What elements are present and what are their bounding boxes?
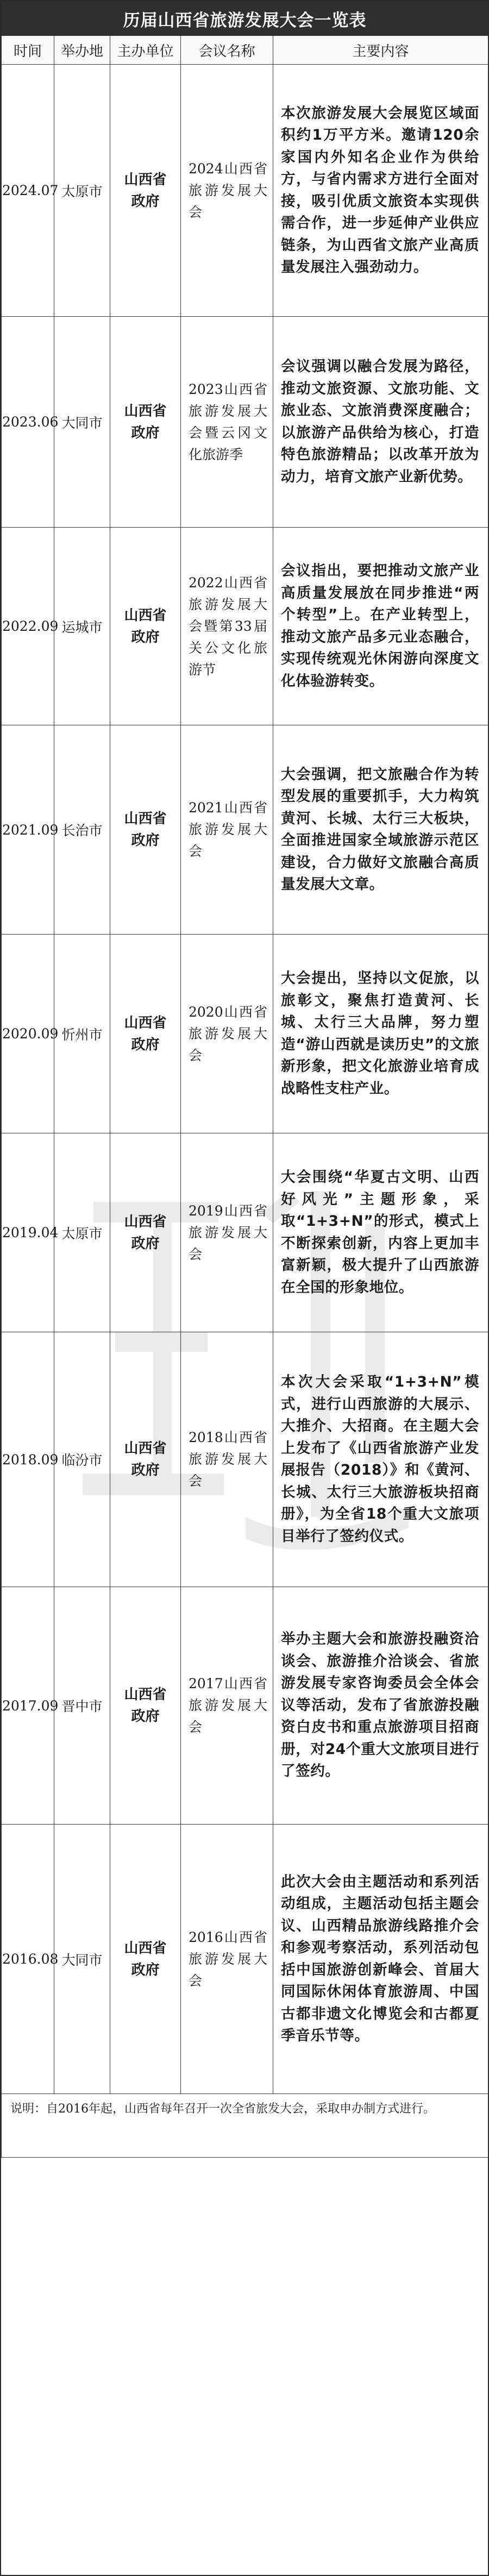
cell-organizer: 山西省政府	[110, 528, 181, 725]
cell-organizer: 山西省政府	[110, 65, 181, 317]
cell-content: 本次大会采取“1+3+N”模式，进行山西旅游的大展示、大推介、大招商。在主题大会上发布了《山西省旅游产业发展报告（2018）》和《黄河、长城、太行三大旅游板块招商册》，为全省18个重大文旅项目举行了签约仪式。	[273, 1332, 488, 1587]
table-note-row	[2, 2094, 488, 2158]
table-row	[2, 1332, 488, 1587]
table-row	[2, 1825, 488, 2094]
cell-time: 2019.04	[2, 1133, 54, 1332]
cell-host-city: 太原市	[54, 1133, 110, 1332]
table-row	[2, 935, 488, 1133]
table-row	[2, 65, 488, 317]
table-header-row	[2, 36, 488, 65]
column-header-organizer: 主办单位	[110, 36, 181, 65]
cell-organizer: 山西省政府	[110, 1133, 181, 1332]
cell-conference: 2024山西省旅游发展大会	[181, 65, 273, 317]
column-header-conference: 会议名称	[181, 36, 273, 65]
cell-time: 2020.09	[2, 935, 54, 1133]
cell-host-city: 运城市	[54, 528, 110, 725]
cell-host-city: 大同市	[54, 1825, 110, 2094]
cell-content: 大会强调，把文旅融合作为转型发展的重要抓手，大力构筑黄河、长城、太行三大板块，全面推进国家全域旅游示范区建设，合力做好文旅融合高质量发展大文章。	[273, 725, 488, 935]
cell-host-city: 晋中市	[54, 1587, 110, 1825]
cell-time: 2017.09	[2, 1587, 54, 1825]
cell-host-city: 临汾市	[54, 1332, 110, 1587]
cell-conference: 2016山西省旅游发展大会	[181, 1825, 273, 2094]
table-row	[2, 1133, 488, 1332]
cell-content: 大会提出，坚持以文促旅，以旅彰文，聚焦打造黄河、长城、太行三大品牌，努力塑造“游山西就是读历史”的文旅新形象，把文化旅游业培育成战略性支柱产业。	[273, 935, 488, 1133]
cell-content: 举办主题大会和旅游投融资洽谈会、旅游推介洽谈会、省旅游发展专家咨询委员会全体会议等活动，发布了省旅游投融资白皮书和重点旅游项目招商册，对24个重大文旅项目进行了签约。	[273, 1587, 488, 1825]
table-row	[2, 528, 488, 725]
table-note: 说明：自2016年起，山西省每年召开一次全省旅发大会，采取申办制方式进行。	[2, 2094, 488, 2158]
cell-organizer: 山西省政府	[110, 725, 181, 935]
column-header-content: 主要内容	[273, 36, 488, 65]
cell-time: 2016.08	[2, 1825, 54, 2094]
cell-host-city: 忻州市	[54, 935, 110, 1133]
cell-content: 此次大会由主题活动和系列活动组成，主题活动包括主题会议、山西精品旅游线路推介会和参观考察活动，系列活动包括中国旅游创新峰会、首届大同国际休闲体育旅游周、中国古都非遗文化博览会和古都夏季音乐节等。	[273, 1825, 488, 2094]
table-title: 历届山西省旅游发展大会一览表	[2, 2, 488, 36]
cell-time: 2023.06	[2, 317, 54, 528]
cell-content: 会议指出，要把推动文旅产业高质量发展放在同步推进“两个转型”上。在产业转型上，推动文旅产品多元业态融合，实现传统观光休闲游向深度文化体验游转变。	[273, 528, 488, 725]
cell-conference: 2020山西省旅游发展大会	[181, 935, 273, 1133]
cell-conference: 2019山西省旅游发展大会	[181, 1133, 273, 1332]
table-row	[2, 317, 488, 528]
cell-organizer: 山西省政府	[110, 317, 181, 528]
cell-time: 2018.09	[2, 1332, 54, 1587]
cell-host-city: 太原市	[54, 65, 110, 317]
cell-time: 2024.07	[2, 65, 54, 317]
cell-conference: 2018山西省旅游发展大会	[181, 1332, 273, 1587]
column-header-time: 时间	[2, 36, 54, 65]
cell-conference: 2023山西省旅游发展大会暨云冈文化旅游季	[181, 317, 273, 528]
cell-time: 2021.09	[2, 725, 54, 935]
table-title-row	[2, 2, 488, 36]
table-row	[2, 1587, 488, 1825]
cell-conference: 2021山西省旅游发展大会	[181, 725, 273, 935]
cell-content: 大会围绕“华夏古文明、山西好风光”主题形象，采取“1+3+N”的形式，模式上不断探索创新，内容上更加丰富新颖，极大提升了山西旅游在全国的形象地位。	[273, 1133, 488, 1332]
table-row	[2, 725, 488, 935]
cell-time: 2022.09	[2, 528, 54, 725]
cell-organizer: 山西省政府	[110, 935, 181, 1133]
cell-conference: 2017山西省旅游发展大会	[181, 1587, 273, 1825]
cell-organizer: 山西省政府	[110, 1332, 181, 1587]
cell-content: 会议强调以融合发展为路径，推动文旅资源、文旅功能、文旅业态、文旅消费深度融合；以旅游产品供给为核心，打造特色旅游精品；以改革开放为动力，培育文旅产业新优势。	[273, 317, 488, 528]
cell-organizer: 山西省政府	[110, 1825, 181, 2094]
cell-host-city: 长治市	[54, 725, 110, 935]
column-header-host-city: 举办地	[54, 36, 110, 65]
conference-table	[1, 1, 488, 2158]
cell-host-city: 大同市	[54, 317, 110, 528]
cell-organizer: 山西省政府	[110, 1587, 181, 1825]
cell-content: 本次旅游发展大会展览区域面积约1万平方米。邀请120余家国内外知名企业作为供给方，与省内需求方进行全面对接，吸引优质文旅资本实现供需合作，进一步延伸产业供应链条，为山西省文旅产业高质量发展注入强劲动力。	[273, 65, 488, 317]
cell-conference: 2022山西省旅游发展大会暨第33届关公文化旅游节	[181, 528, 273, 725]
